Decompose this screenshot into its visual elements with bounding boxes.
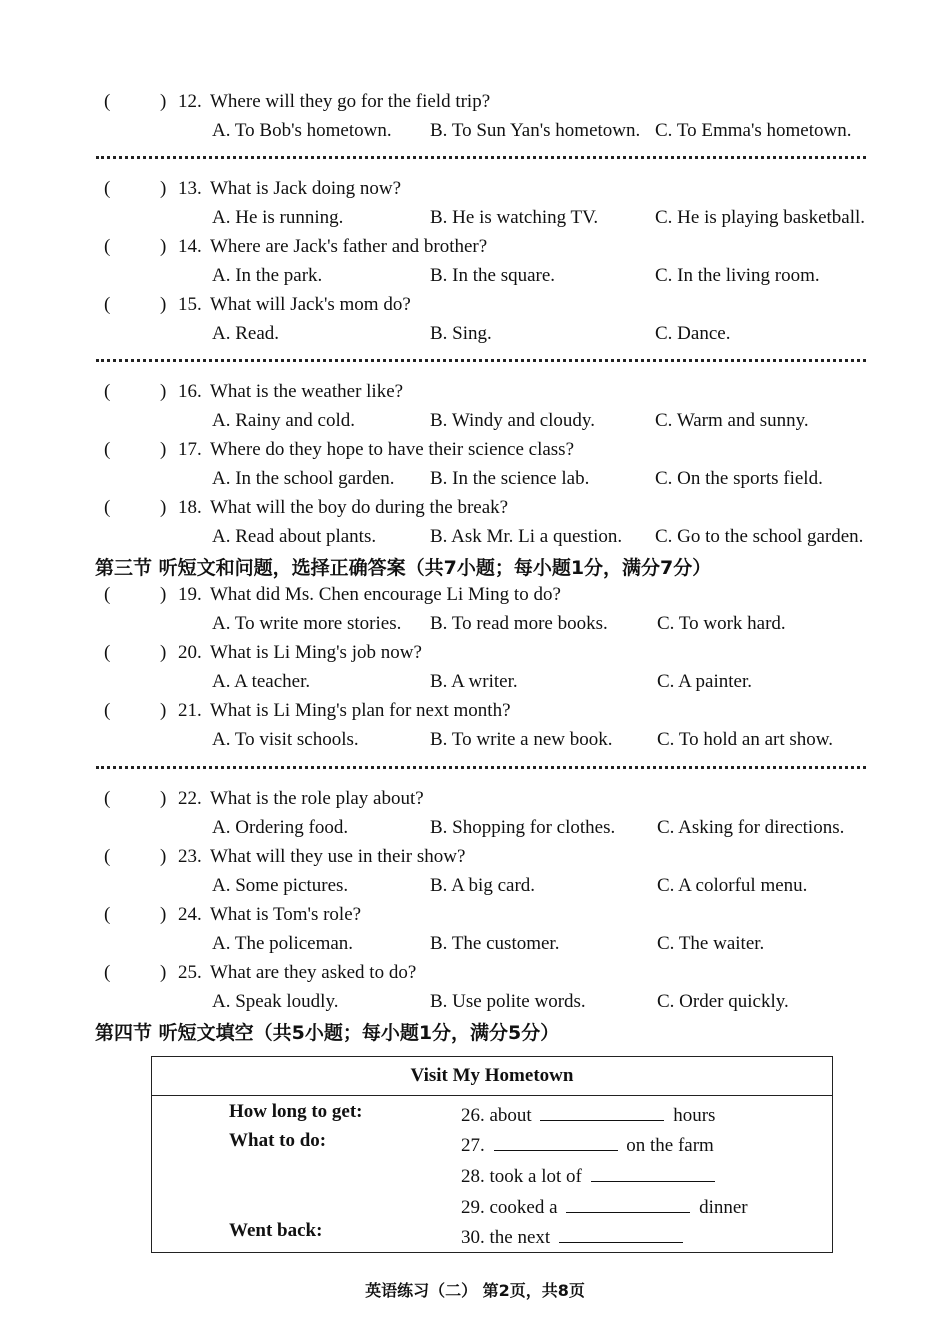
option-c[interactable]: C. On the sports field. bbox=[655, 468, 823, 489]
option-b[interactable]: B. Windy and cloudy. bbox=[430, 410, 595, 431]
label-what-to-do: What to do: bbox=[229, 1130, 327, 1151]
answer-paren-open[interactable]: ( bbox=[104, 439, 111, 460]
answer-paren-close: ) bbox=[160, 439, 167, 460]
option-b[interactable]: B. To Sun Yan's hometown. bbox=[430, 120, 641, 141]
option-c[interactable]: C. To hold an art show. bbox=[657, 729, 833, 750]
table-title: Visit My Hometown bbox=[410, 1065, 574, 1086]
table-header bbox=[152, 1057, 832, 1096]
question-number: 23. bbox=[178, 846, 202, 867]
option-b[interactable]: B. To read more books. bbox=[430, 613, 608, 634]
option-c[interactable]: C. Go to the school garden. bbox=[655, 526, 864, 547]
answer-paren-open[interactable]: ( bbox=[104, 294, 111, 315]
fill-item-28 bbox=[461, 1163, 719, 1188]
question-number: 20. bbox=[178, 642, 202, 663]
question-text: Where are Jack's father and brother? bbox=[210, 236, 488, 257]
section-3-heading: 第三节 听短文和问题，选择正确答案（共7小题；每小题1分，满分7分） bbox=[95, 557, 712, 579]
option-a[interactable]: A. To visit schools. bbox=[212, 729, 359, 750]
fill-item-26 bbox=[461, 1102, 715, 1127]
answer-blank[interactable] bbox=[591, 1163, 715, 1182]
question-number: 18. bbox=[178, 497, 202, 518]
answer-paren-close: ) bbox=[160, 294, 167, 315]
option-b[interactable]: B. Ask Mr. Li a question. bbox=[430, 526, 623, 547]
option-a[interactable]: A. Read about plants. bbox=[212, 526, 377, 547]
answer-paren-close: ) bbox=[160, 178, 167, 199]
item-suffix: dinner bbox=[699, 1197, 748, 1218]
question-text: What will they use in their show? bbox=[210, 846, 466, 867]
option-c[interactable]: C. Warm and sunny. bbox=[655, 410, 809, 431]
question-text: What will the boy do during the break? bbox=[210, 497, 509, 518]
option-a[interactable]: A. In the school garden. bbox=[212, 468, 395, 489]
option-a[interactable]: A. Speak loudly. bbox=[212, 991, 339, 1012]
question-number: 16. bbox=[178, 381, 202, 402]
question-number: 25. bbox=[178, 962, 202, 983]
question-text: What did Ms. Chen encourage Li Ming to do? bbox=[210, 584, 561, 605]
option-a[interactable]: A. To write more stories. bbox=[212, 613, 402, 634]
answer-paren-open[interactable]: ( bbox=[104, 381, 111, 402]
answer-paren-open[interactable]: ( bbox=[104, 91, 111, 112]
question-number: 12. bbox=[178, 91, 202, 112]
answer-paren-close: ) bbox=[160, 584, 167, 605]
answer-paren-close: ) bbox=[160, 788, 167, 809]
option-b[interactable]: B. In the science lab. bbox=[430, 468, 590, 489]
fill-item-30 bbox=[461, 1224, 687, 1249]
answer-paren-open[interactable]: ( bbox=[104, 584, 111, 605]
answer-paren-close: ) bbox=[160, 236, 167, 257]
option-a[interactable]: A. In the park. bbox=[212, 265, 323, 286]
option-c[interactable]: C. Asking for directions. bbox=[657, 817, 845, 838]
question-number: 24. bbox=[178, 904, 202, 925]
option-b[interactable]: B. A writer. bbox=[430, 671, 518, 692]
answer-paren-open[interactable]: ( bbox=[104, 700, 111, 721]
option-a[interactable]: A. He is running. bbox=[212, 207, 344, 228]
answer-blank[interactable] bbox=[494, 1132, 618, 1151]
option-c[interactable]: C. A painter. bbox=[657, 671, 752, 692]
question-number: 21. bbox=[178, 700, 202, 721]
label-went-back: Went back: bbox=[229, 1220, 323, 1241]
question-text: What is Tom's role? bbox=[210, 904, 362, 925]
answer-paren-open[interactable]: ( bbox=[104, 788, 111, 809]
question-text: Where do they hope to have their science class? bbox=[210, 439, 575, 460]
question-number: 19. bbox=[178, 584, 202, 605]
item-suffix: on the farm bbox=[626, 1135, 714, 1156]
dotted-divider bbox=[96, 766, 866, 769]
answer-paren-open[interactable]: ( bbox=[104, 904, 111, 925]
label-how-long: How long to get: bbox=[229, 1101, 363, 1122]
item-prefix: 26. about bbox=[461, 1105, 532, 1126]
option-a[interactable]: A. To Bob's hometown. bbox=[212, 120, 392, 141]
option-a[interactable]: A. Rainy and cold. bbox=[212, 410, 356, 431]
question-text: What is Li Ming's job now? bbox=[210, 642, 422, 663]
answer-paren-close: ) bbox=[160, 904, 167, 925]
fill-item-29 bbox=[461, 1194, 748, 1219]
section-4-heading: 第四节 听短文填空（共5小题；每小题1分，满分5分） bbox=[95, 1022, 560, 1044]
question-text: What is the role play about? bbox=[210, 788, 424, 809]
item-prefix: 27. bbox=[461, 1135, 485, 1156]
answer-paren-open[interactable]: ( bbox=[104, 846, 111, 867]
question-text: What is the weather like? bbox=[210, 381, 404, 402]
option-c[interactable]: C. A colorful menu. bbox=[657, 875, 808, 896]
option-b[interactable]: B. To write a new book. bbox=[430, 729, 613, 750]
answer-paren-open[interactable]: ( bbox=[104, 497, 111, 518]
option-c[interactable]: C. Dance. bbox=[655, 323, 731, 344]
option-a[interactable]: A. A teacher. bbox=[212, 671, 311, 692]
option-c[interactable]: C. In the living room. bbox=[655, 265, 820, 286]
answer-paren-close: ) bbox=[160, 962, 167, 983]
question-text: What will Jack's mom do? bbox=[210, 294, 411, 315]
answer-paren-close: ) bbox=[160, 91, 167, 112]
question-number: 22. bbox=[178, 788, 202, 809]
fill-in-table bbox=[151, 1056, 833, 1253]
option-a[interactable]: A. Read. bbox=[212, 323, 280, 344]
option-b[interactable]: B. Shopping for clothes. bbox=[430, 817, 616, 838]
answer-blank[interactable] bbox=[559, 1224, 683, 1243]
answer-paren-close: ) bbox=[160, 700, 167, 721]
option-c[interactable]: C. The waiter. bbox=[657, 933, 765, 954]
option-b[interactable]: B. He is watching TV. bbox=[430, 207, 599, 228]
option-b[interactable]: B. Use polite words. bbox=[430, 991, 586, 1012]
question-text: What are they asked to do? bbox=[210, 962, 417, 983]
question-number: 15. bbox=[178, 294, 202, 315]
page-footer: 英语练习（二） 第2页，共8页 bbox=[365, 1281, 585, 1300]
dotted-divider bbox=[96, 359, 866, 362]
answer-paren-open[interactable]: ( bbox=[104, 236, 111, 257]
option-b[interactable]: B. In the square. bbox=[430, 265, 556, 286]
question-number: 17. bbox=[178, 439, 202, 460]
item-prefix: 28. took a lot of bbox=[461, 1166, 582, 1187]
answer-paren-close: ) bbox=[160, 642, 167, 663]
answer-blank[interactable] bbox=[566, 1194, 690, 1213]
answer-paren-open[interactable]: ( bbox=[104, 178, 111, 199]
option-b[interactable]: B. The customer. bbox=[430, 933, 560, 954]
option-b[interactable]: B. Sing. bbox=[430, 323, 492, 344]
fill-item-27 bbox=[461, 1132, 714, 1157]
option-a[interactable]: A. Some pictures. bbox=[212, 875, 349, 896]
question-number: 14. bbox=[178, 236, 202, 257]
option-b[interactable]: B. A big card. bbox=[430, 875, 536, 896]
question-text: What is Li Ming's plan for next month? bbox=[210, 700, 511, 721]
answer-blank[interactable] bbox=[540, 1102, 664, 1121]
answer-paren-open[interactable]: ( bbox=[104, 642, 111, 663]
item-prefix: 29. cooked a bbox=[461, 1197, 558, 1218]
option-a[interactable]: A. Ordering food. bbox=[212, 817, 349, 838]
item-suffix: hours bbox=[673, 1105, 716, 1126]
option-c[interactable]: C. Order quickly. bbox=[657, 991, 789, 1012]
option-a[interactable]: A. The policeman. bbox=[212, 933, 354, 954]
dotted-divider bbox=[96, 156, 866, 159]
answer-paren-close: ) bbox=[160, 497, 167, 518]
option-c[interactable]: C. To work hard. bbox=[657, 613, 786, 634]
option-c[interactable]: C. He is playing basketball. bbox=[655, 207, 866, 228]
question-text: Where will they go for the field trip? bbox=[210, 91, 491, 112]
item-prefix: 30. the next bbox=[461, 1227, 551, 1248]
answer-paren-open[interactable]: ( bbox=[104, 962, 111, 983]
answer-paren-close: ) bbox=[160, 381, 167, 402]
option-c[interactable]: C. To Emma's hometown. bbox=[655, 120, 852, 141]
question-text: What is Jack doing now? bbox=[210, 178, 402, 199]
question-number: 13. bbox=[178, 178, 202, 199]
answer-paren-close: ) bbox=[160, 846, 167, 867]
